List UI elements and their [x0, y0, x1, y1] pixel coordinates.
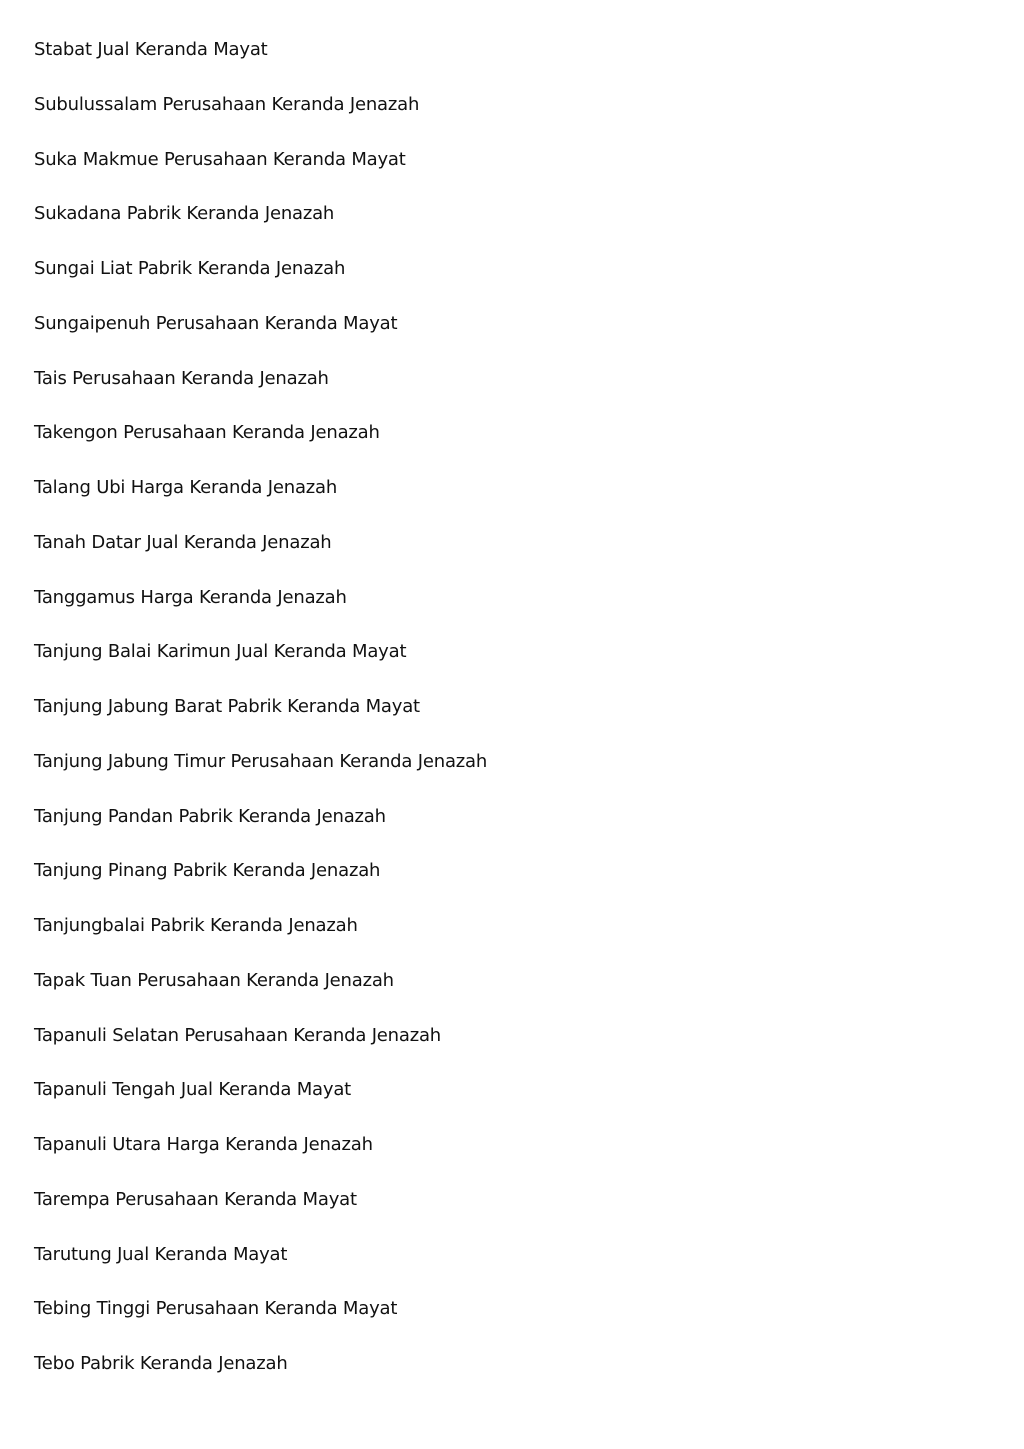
text-line-list [34, 36, 487, 1405]
text-line: Talang Ubi Harga Keranda Jenazah [34, 477, 338, 498]
text-line: Tebo Pabrik Keranda Jenazah [34, 1353, 288, 1374]
text-line: Sungaipenuh Perusahaan Keranda Mayat [34, 312, 398, 334]
text-line: Tapanuli Selatan Perusahaan Keranda Jenazah [34, 1024, 441, 1046]
text-line: Stabat Jual Keranda Mayat [34, 39, 268, 60]
text-line: Tanjung Jabung Timur Perusahaan Keranda Jenazah [34, 750, 488, 772]
text-line: Subulussalam Perusahaan Keranda Jenazah [34, 93, 420, 115]
text-line: Tapak Tuan Perusahaan Keranda Jenazah [34, 969, 394, 991]
text-line: Tanah Datar Jual Keranda Jenazah [34, 531, 332, 553]
text-line: Tapanuli Tengah Jual Keranda Mayat [34, 1079, 352, 1101]
text-line: Tanjungbalai Pabrik Keranda Jenazah [34, 915, 358, 936]
text-line: Sukadana Pabrik Keranda Jenazah [34, 203, 335, 225]
text-line: Sungai Liat Pabrik Keranda Jenazah [34, 258, 346, 279]
text-line: Takengon Perusahaan Keranda Jenazah [34, 422, 380, 444]
text-line: Tanjung Jabung Barat Pabrik Keranda Mayat [34, 696, 420, 717]
text-line: Tarutung Jual Keranda Mayat [34, 1243, 288, 1265]
text-line: Suka Makmue Perusahaan Keranda Mayat [34, 148, 406, 170]
text-line: Tanjung Pinang Pabrik Keranda Jenazah [34, 860, 381, 882]
text-line: Tanggamus Harga Keranda Jenazah [34, 586, 347, 608]
text-line: Tarempa Perusahaan Keranda Mayat [34, 1188, 357, 1210]
text-line: Tebing Tinggi Perusahaan Keranda Mayat [34, 1298, 398, 1320]
text-line: Tanjung Balai Karimun Jual Keranda Mayat [34, 641, 407, 663]
text-line: Tanjung Pandan Pabrik Keranda Jenazah [34, 805, 386, 827]
text-line: Tapanuli Utara Harga Keranda Jenazah [34, 1134, 373, 1155]
text-line: Tais Perusahaan Keranda Jenazah [34, 367, 329, 389]
